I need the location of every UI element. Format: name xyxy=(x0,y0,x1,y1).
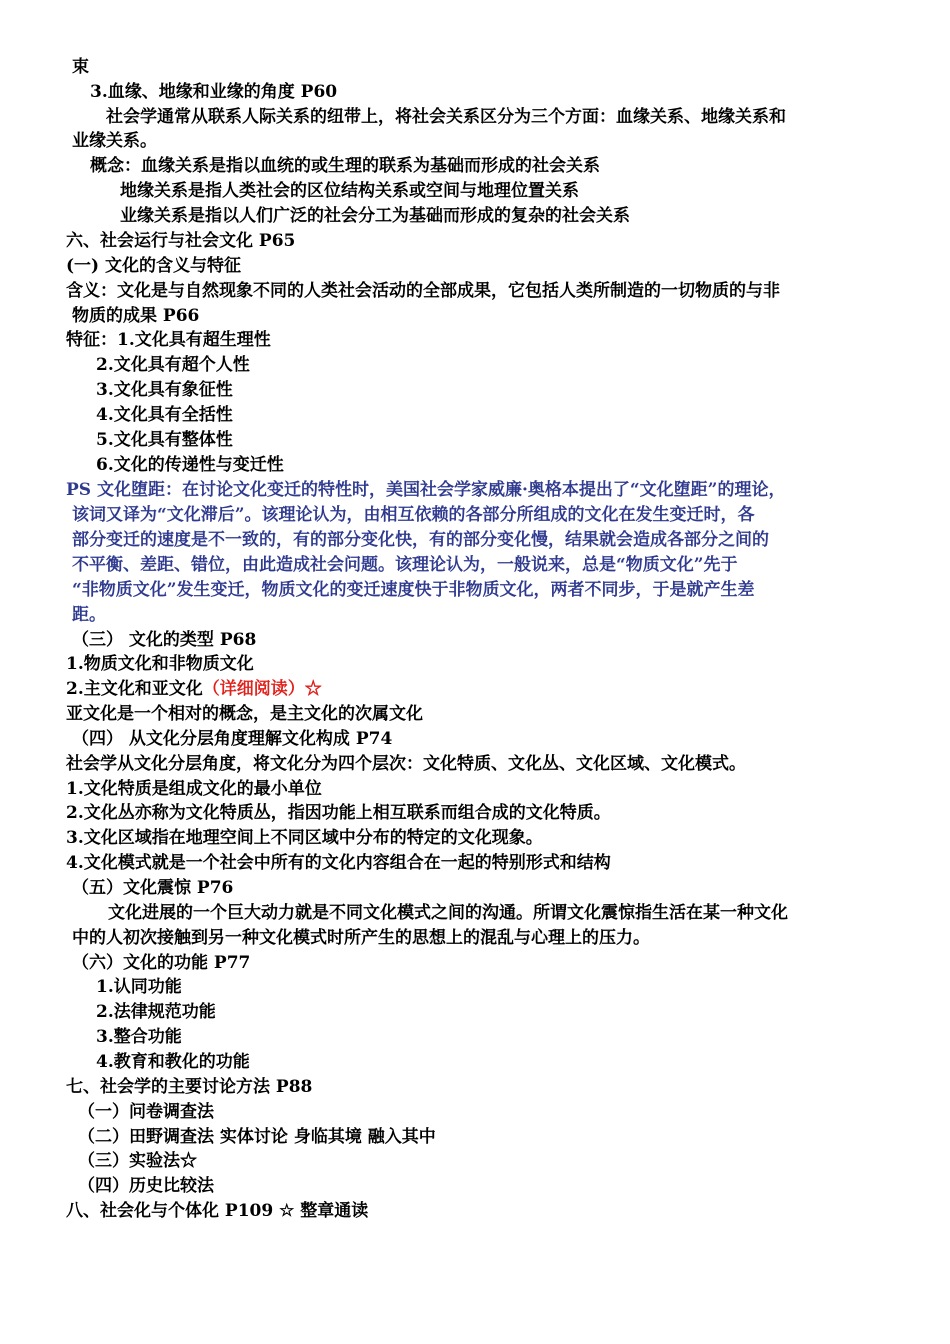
definition-line: 业缘关系是指以人们广泛的社会分工为基础而形成的复杂的社会关系 xyxy=(120,206,630,226)
section-heading: 六、社会运行与社会文化 P65 xyxy=(66,231,296,251)
subsection-heading: （四）历史比较法 xyxy=(78,1176,214,1196)
note-line: PS 文化堕距：在讨论文化变迁的特性时，美国社会学家威廉·奥格本提出了“文化堕距”的理论， xyxy=(66,480,786,500)
paragraph-line: 业缘关系。 xyxy=(72,131,157,151)
paragraph-line: 物质的成果 P66 xyxy=(72,306,200,326)
list-item: 2.文化具有超个人性 xyxy=(96,355,250,375)
paragraph-line: 社会学从文化分层角度，将文化分为四个层次：文化特质、文化丛、文化区域、文化模式。 xyxy=(66,754,746,774)
text-line: 束 xyxy=(72,57,89,77)
list-item: 3.文化区域指在地理空间上不同区域中分布的特定的文化现象。 xyxy=(66,828,543,848)
list-item-text: 2.主文化和亚文化 xyxy=(66,679,203,699)
subsection-heading: （五）文化震惊 P76 xyxy=(72,878,234,898)
list-item: 4.教育和教化的功能 xyxy=(96,1052,250,1072)
list-item: 2.文化丛亦称为文化特质丛，指因功能上相互联系而组合成的文化特质。 xyxy=(66,803,611,823)
list-item: 2.法律规范功能 xyxy=(96,1002,216,1022)
note-line: 该词又译为“文化滞后”。该理论认为，由相互依赖的各部分所组成的文化在发生变迁时，各 xyxy=(72,505,755,525)
subsection-heading: （六）文化的功能 P77 xyxy=(72,953,251,973)
paragraph-line: 中的人初次接触到另一种文化模式时所产生的思想上的混乱与心理上的压力。 xyxy=(72,928,650,948)
subsection-heading: （三） 文化的类型 P68 xyxy=(72,630,257,650)
subsection-heading: （一）问卷调查法 xyxy=(78,1102,214,1122)
list-item: 6.文化的传递性与变迁性 xyxy=(96,455,284,475)
list-item: 1.认同功能 xyxy=(96,977,182,997)
note-line: “非物质文化”发生变迁，物质文化的变迁速度快于非物质文化，两者不同步，于是就产生差 xyxy=(72,580,755,600)
section-heading: 七、社会学的主要讨论方法 P88 xyxy=(66,1077,313,1097)
definition-line: 地缘关系是指人类社会的区位结构关系或空间与地理位置关系 xyxy=(120,181,579,201)
list-item: 4.文化模式就是一个社会中所有的文化内容组合在一起的特别形式和结构 xyxy=(66,853,611,873)
list-item: 特征：1.文化具有超生理性 xyxy=(66,330,271,350)
note-line: 距。 xyxy=(72,605,106,625)
list-item xyxy=(66,677,322,701)
note-line: 部分变迁的速度是不一致的，有的部分变化快，有的部分变化慢，结果就会造成各部分之间的 xyxy=(72,530,769,550)
read-carefully-note: （详细阅读）☆ xyxy=(202,679,322,699)
list-item: 5.文化具有整体性 xyxy=(96,430,233,450)
subsection-heading: (一) 文化的含义与特征 xyxy=(66,256,242,276)
paragraph-line: 社会学通常从联系人际关系的纽带上，将社会关系区分为三个方面：血缘关系、地缘关系和 xyxy=(106,107,786,127)
subsection-heading: （三）实验法☆ xyxy=(78,1151,197,1171)
section-heading: 八、社会化与个体化 P109 ☆ 整章通读 xyxy=(66,1201,369,1221)
list-item: 1.物质文化和非物质文化 xyxy=(66,654,254,674)
list-item: 3.整合功能 xyxy=(96,1027,182,1047)
paragraph-line: 文化进展的一个巨大动力就是不同文化模式之间的沟通。所谓文化震惊指生活在某一种文化 xyxy=(108,903,788,923)
list-item: 4.文化具有全括性 xyxy=(96,405,233,425)
note-line: 不平衡、差距、错位，由此造成社会问题。该理论认为，一般说来，总是“物质文化”先于 xyxy=(72,555,738,575)
paragraph-line: 含义：文化是与自然现象不同的人类社会活动的全部成果，它包括人类所制造的一切物质的与非 xyxy=(66,281,780,301)
paragraph-line: 亚文化是一个相对的概念，是主文化的次属文化 xyxy=(66,704,423,724)
subsection-heading: （四） 从文化分层角度理解文化构成 P74 xyxy=(72,729,393,749)
list-item: 1.文化特质是组成文化的最小单位 xyxy=(66,779,322,799)
list-item: 3.文化具有象征性 xyxy=(96,380,233,400)
subsection-heading: （二）田野调查法 实体讨论 身临其境 融入其中 xyxy=(78,1127,436,1147)
subsection-heading: 3.血缘、地缘和业缘的角度 P60 xyxy=(90,82,338,102)
definition-line: 概念：血缘关系是指以血统的或生理的联系为基础而形成的社会关系 xyxy=(90,156,600,176)
